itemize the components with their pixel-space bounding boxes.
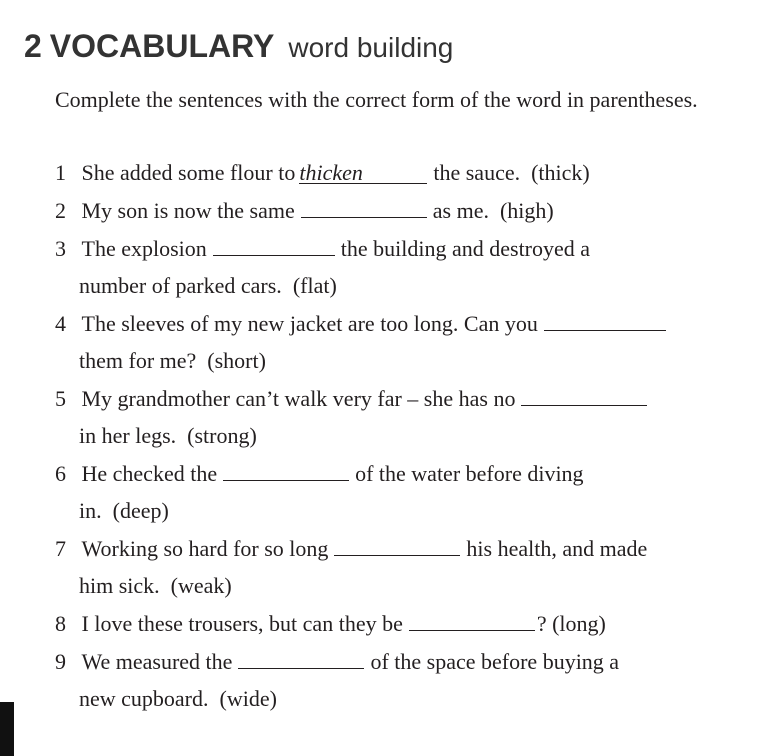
item-text-after: as me. bbox=[432, 198, 489, 223]
item-text-before: Working so hard for so long bbox=[81, 536, 329, 561]
answer-blank-7[interactable] bbox=[334, 537, 460, 556]
item-hint: (long) bbox=[552, 611, 606, 636]
item-text-before: He checked the bbox=[81, 461, 218, 486]
exercise-item-5 bbox=[55, 386, 653, 412]
example-answer: thicken bbox=[299, 160, 363, 185]
item-hint: (flat) bbox=[292, 273, 337, 298]
item-text-before: I love these trousers, but can they be bbox=[81, 611, 403, 636]
item-hint: (deep) bbox=[112, 498, 169, 523]
answer-blank-2[interactable] bbox=[301, 199, 427, 218]
exercise-item-6 bbox=[55, 461, 584, 487]
instruction-text: Complete the sentences with the correct form of the word in parentheses. bbox=[55, 87, 698, 112]
answer-blank-6[interactable] bbox=[223, 462, 349, 481]
item-text-after: ? bbox=[536, 611, 547, 636]
item-hint: (strong) bbox=[187, 423, 257, 448]
exercise-item-4-continued bbox=[79, 348, 266, 374]
item-number: 1 bbox=[55, 160, 66, 185]
item-hint: (short) bbox=[207, 348, 266, 373]
item-hint: (thick) bbox=[531, 160, 590, 185]
item-text-line2: him sick. bbox=[79, 573, 160, 598]
item-text-before: We measured the bbox=[81, 649, 233, 674]
item-number: 8 bbox=[55, 611, 66, 636]
item-text-line2: in her legs. bbox=[79, 423, 177, 448]
answer-blank-3[interactable] bbox=[213, 237, 335, 256]
exercise-item-9 bbox=[55, 649, 619, 675]
answer-blank-9[interactable] bbox=[238, 650, 364, 669]
answer-blank-4[interactable] bbox=[544, 312, 666, 331]
item-number: 5 bbox=[55, 386, 66, 411]
exercise-item-7-continued bbox=[79, 573, 232, 599]
item-text-before: She added some flour to bbox=[81, 160, 296, 185]
exercise-item-3 bbox=[55, 236, 590, 262]
exercise-item-6-continued bbox=[79, 498, 169, 524]
item-text-before: The explosion bbox=[81, 236, 207, 261]
exercise-item-4 bbox=[55, 311, 672, 337]
item-number: 9 bbox=[55, 649, 66, 674]
exercise-item-7 bbox=[55, 536, 647, 562]
answer-blank-8[interactable] bbox=[409, 612, 535, 631]
answer-blank-5[interactable] bbox=[521, 387, 647, 406]
exercise-number: 2 bbox=[24, 28, 42, 64]
item-text-after: his health, and made bbox=[466, 536, 648, 561]
item-text-line2: number of parked cars. bbox=[79, 273, 282, 298]
exercise-item-9-continued bbox=[79, 686, 277, 712]
item-text-after: the building and destroyed a bbox=[340, 236, 591, 261]
exercise-heading bbox=[24, 28, 453, 65]
item-text-before: The sleeves of my new jacket are too long. Can you bbox=[81, 311, 538, 336]
exercise-item-8 bbox=[55, 611, 606, 637]
item-number: 4 bbox=[55, 311, 66, 336]
item-text-before: My son is now the same bbox=[81, 198, 295, 223]
item-text-after: of the water before diving bbox=[355, 461, 584, 486]
exercise-title: VOCABULARY bbox=[49, 28, 275, 64]
item-hint: (high) bbox=[499, 198, 554, 223]
exercise-item-5-continued bbox=[79, 423, 257, 449]
item-text-line2: new cupboard. bbox=[79, 686, 209, 711]
exercise-item-2 bbox=[55, 198, 554, 224]
exercise-item-3-continued bbox=[79, 273, 337, 299]
item-hint: (weak) bbox=[170, 573, 232, 598]
item-text-before: My grandmother can’t walk very far – she has no bbox=[81, 386, 516, 411]
item-number: 3 bbox=[55, 236, 66, 261]
item-text-after: the sauce. bbox=[433, 160, 521, 185]
item-hint: (wide) bbox=[219, 686, 277, 711]
item-number: 6 bbox=[55, 461, 66, 486]
item-text-line2: them for me? bbox=[79, 348, 197, 373]
item-number: 2 bbox=[55, 198, 66, 223]
answer-blank-1[interactable] bbox=[299, 160, 427, 185]
exercise-subtitle: word building bbox=[288, 32, 454, 63]
page-edge-marker bbox=[0, 702, 14, 756]
item-text-after: of the space before buying a bbox=[370, 649, 620, 674]
item-number: 7 bbox=[55, 536, 66, 561]
item-text-line2: in. bbox=[79, 498, 102, 523]
exercise-item-1 bbox=[55, 160, 590, 186]
